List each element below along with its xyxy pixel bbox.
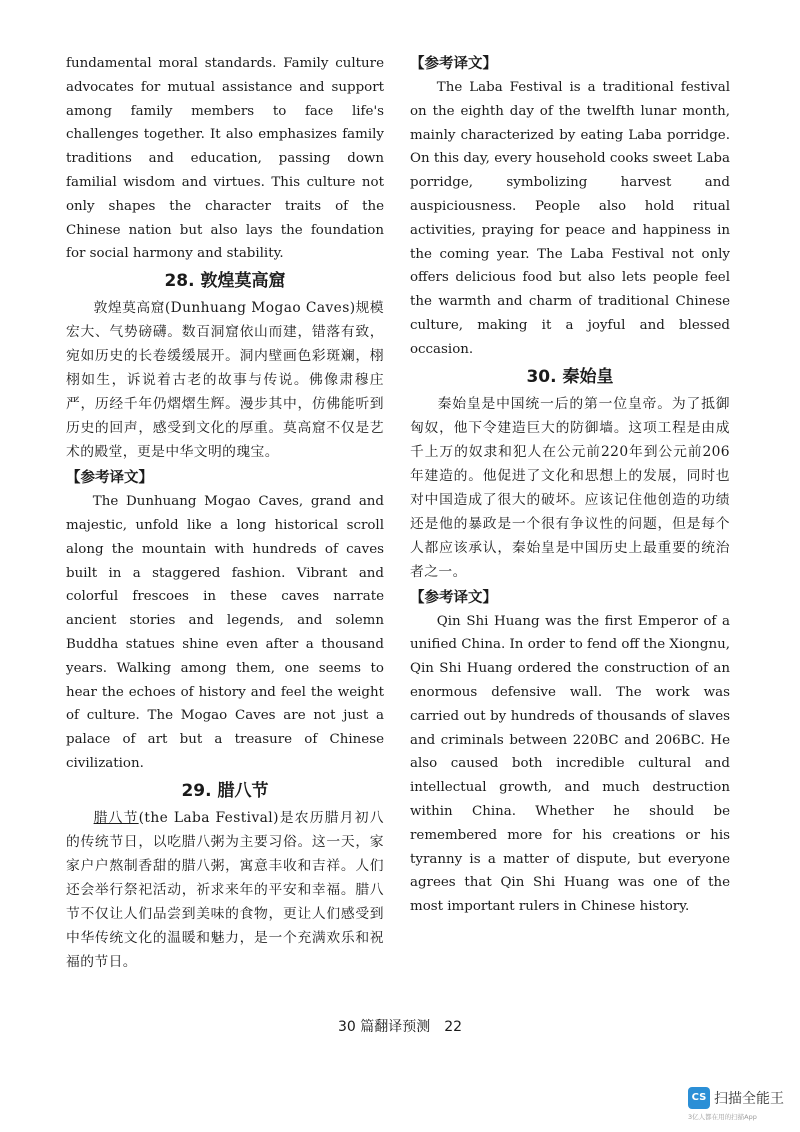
scanner-watermark — [688, 1087, 798, 1127]
right-column — [410, 52, 730, 919]
intro-paragraph: fundamental moral standards. Family culture advocates for mutual assistance and support among family members to face life's challenges together. It also emphasizes family traditions and education, passing down familial wisdom and virtues. This culture not only shapes the character traits of the Chinese nation but also lays the foundation for social harmony and stability. — [66, 56, 384, 262]
section-28-chinese: 敦煌莫高窟(Dunhuang Mogao Caves)规模宏大、气势磅礴。数百洞窟依山而建，错落有致，宛如历史的长卷缓缓展开。洞内壁画色彩斑斓，栩栩如生，诉说着古老的故事与传说。佛像肃穆庄严，历经千年仍熠熠生辉。漫步其中，仿佛能听到历史的回声，感受到文化的厚重。莫高窟不仅是艺术的殿堂，更是中华文明的瑰宝。 — [66, 300, 384, 461]
section-30-chinese: 秦始皇是中国统一后的第一位皇帝。为了抵御匈奴，他下令建造巨大的防御墙。这项工程是由成千上万的奴隶和犯人在公元前220年到公元前206年建造的。他促进了文化和思想上的发展，同时也对中国造成了很大的破坏。应该记住他创造的功绩还是他的暴政是一个很有争议性的问题，但是每个人都应该承认，秦始皇是中国历史上最重要的统治者之一。 — [410, 395, 730, 580]
section-28-title: 28. 敦煌莫高窟 — [164, 271, 286, 292]
section-30-english: Qin Shi Huang was the first Emperor of a unified China. In order to fend off the Xiongnu, Qin Shi Huang ordered the construction of an enormous defensive wall. The work was carried out by hundreds of thousands of slaves and criminals between 220BC and 206BC. He also caused both incredible cultural and intellectual growth, and much destruction within China. Whether he should be remembered more for his creations or his tyranny is a matter of dispute, but everyone agrees that Qin Shi Huang was one of the most important rulers in Chinese history. — [410, 613, 730, 915]
section-30-title: 30. 秦始皇 — [526, 366, 614, 387]
section-29-chinese-rest: (the Laba Festival)是农历腊月初八的传统节日，以吃腊八粥为主要习俗。这一天，家家户户熬制香甜的腊八粥，寓意丰收和吉祥。人们还会举行祭祀活动，祈求来年的平安和幸福。腊八节不仅让人们品尝到美味的食物，更让人们感受到中华传统文化的温暖和魅力，是一个充满欢乐和祝福的节日。 — [66, 809, 384, 970]
section-28-english: The Dunhuang Mogao Caves, grand and majestic, unfold like a long historical scroll along the mountain with hundreds of caves built in a staggered fashion. Vibrant and colorful frescoes in these caves narrate ancient stories and legends, and solemn Buddha statues shine even after a thousand years. Walking among them, one seems to hear the echoes of history and feel the weight of culture. The Mogao Caves are not just a palace of art but a treasure of Chinese civilization. — [66, 494, 384, 771]
section-29-title: 29. 腊八节 — [181, 780, 269, 801]
section-29-underlined-term: 腊八节 — [93, 809, 139, 826]
section-29-ref-label: 【参考译文】 — [410, 56, 497, 72]
camscanner-logo-icon: CS — [688, 1087, 710, 1109]
watermark-tagline: 3亿人都在用的扫描App — [688, 1113, 757, 1121]
section-30-ref-label: 【参考译文】 — [410, 589, 497, 606]
section-28-ref-label: 【参考译文】 — [66, 470, 153, 487]
section-29-english: The Laba Festival is a traditional festival on the eighth day of the twelfth lunar month, mainly characterized by eating Laba porridge. On this day, every household cooks sweet Laba porridge, symbolizing harvest and auspiciousness. People also hold ritual activities, praying for peace and happiness in the coming year. The Laba Festival not only offers delicious food but also lets people feel the warmth and charm of traditional Chinese culture, making it a joyful and blessed occasion. — [410, 80, 730, 357]
watermark-name: 扫描全能王 — [714, 1091, 784, 1107]
page-footer: 30 篇翻译预测 22 — [337, 1019, 463, 1035]
section-29-chinese — [66, 806, 384, 974]
left-column — [66, 52, 384, 974]
